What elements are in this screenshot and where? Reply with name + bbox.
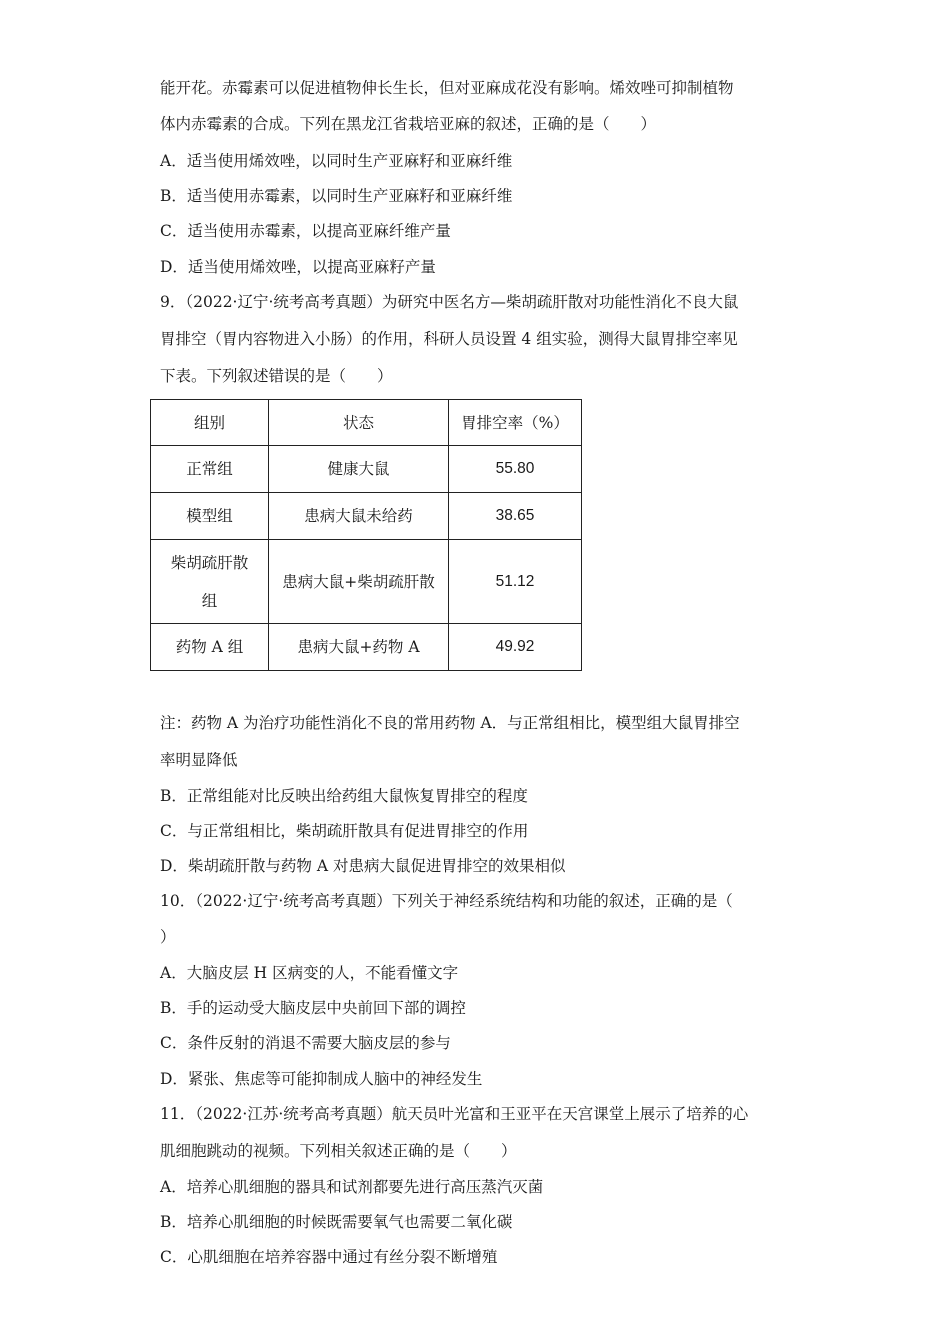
table-note: 注：药物 A 为治疗功能性消化不良的常用药物 A．与正常组相比，模型组大鼠胃排空 bbox=[160, 714, 740, 732]
table-row bbox=[151, 493, 582, 540]
text-line: 下表。下列叙述错误的是（ ） bbox=[160, 367, 393, 385]
cell-group-line: 柴胡疏肝散 bbox=[170, 553, 249, 572]
cell-group-line: 组 bbox=[201, 591, 218, 610]
cell-group: 正常组 bbox=[151, 446, 269, 493]
cell-rate: 49.92 bbox=[449, 624, 582, 671]
cell-rate: 51.12 bbox=[449, 540, 582, 624]
cell-group: 药物 A 组 bbox=[151, 624, 269, 671]
cell-state: 患病大鼠+柴胡疏肝散 bbox=[269, 540, 449, 624]
option-a: A．培养心肌细胞的器具和试剂都要先进行高压蒸汽灭菌 bbox=[160, 1178, 544, 1196]
option-b: B．适当使用赤霉素，以同时生产亚麻籽和亚麻纤维 bbox=[160, 187, 513, 205]
cell-state: 健康大鼠 bbox=[269, 446, 449, 493]
question-10-stem: 10．（2022·辽宁·统考高考真题）下列关于神经系统结构和功能的叙述，正确的是（ bbox=[160, 892, 733, 910]
option-c: C．心肌细胞在培养容器中通过有丝分裂不断增殖 bbox=[160, 1248, 498, 1266]
gastric-emptying-table bbox=[150, 399, 582, 671]
option-d: D．柴胡疏肝散与药物 A 对患病大鼠促进胃排空的效果相似 bbox=[160, 857, 566, 875]
table-row bbox=[151, 446, 582, 493]
text-line: ） bbox=[160, 928, 176, 946]
text-line: 率明显降低 bbox=[160, 751, 238, 769]
option-a: A．适当使用烯效唑，以同时生产亚麻籽和亚麻纤维 bbox=[160, 152, 513, 170]
table-row bbox=[151, 624, 582, 671]
text-line: 胃排空（胃内容物进入小肠）的作用，科研人员设置 4 组实验，测得大鼠胃排空率见 bbox=[160, 330, 738, 348]
question-11-stem: 11．（2022·江苏·统考高考真题）航天员叶光富和王亚平在天宫课堂上展示了培养的心 bbox=[160, 1105, 749, 1123]
option-d: D．紧张、焦虑等可能抑制成人脑中的神经发生 bbox=[160, 1070, 483, 1088]
option-a: A．大脑皮层 H 区病变的人，不能看懂文字 bbox=[160, 964, 459, 982]
cell-group: 模型组 bbox=[151, 493, 269, 540]
option-c: C．与正常组相比，柴胡疏肝散具有促进胃排空的作用 bbox=[160, 822, 529, 840]
option-b: B．手的运动受大脑皮层中央前回下部的调控 bbox=[160, 999, 466, 1017]
text-line: 肌细胞跳动的视频。下列相关叙述正确的是（ ） bbox=[160, 1142, 517, 1160]
option-b: B．培养心肌细胞的时候既需要氧气也需要二氧化碳 bbox=[160, 1213, 513, 1231]
table-header-row bbox=[151, 400, 582, 446]
header-state: 状态 bbox=[269, 400, 449, 446]
question-9-stem: 9．（2022·辽宁·统考高考真题）为研究中医名方—柴胡疏肝散对功能性消化不良大鼠 bbox=[160, 293, 739, 311]
option-c: C．适当使用赤霉素，以提高亚麻纤维产量 bbox=[160, 222, 451, 240]
cell-rate: 55.80 bbox=[449, 446, 582, 493]
cell-state: 患病大鼠未给药 bbox=[269, 493, 449, 540]
header-rate: 胃排空率（%） bbox=[449, 400, 582, 446]
cell-state: 患病大鼠+药物 A bbox=[269, 624, 449, 671]
table-row bbox=[151, 540, 582, 624]
cell-group bbox=[151, 540, 269, 624]
text-line: 能开花。赤霉素可以促进植物伸长生长，但对亚麻成花没有影响。烯效唑可抑制植物 bbox=[160, 79, 734, 97]
header-group: 组别 bbox=[151, 400, 269, 446]
cell-rate: 38.65 bbox=[449, 493, 582, 540]
option-b: B．正常组能对比反映出给药组大鼠恢复胃排空的程度 bbox=[160, 787, 528, 805]
text-line: 体内赤霉素的合成。下列在黑龙江省栽培亚麻的叙述，正确的是（ ） bbox=[160, 115, 657, 133]
option-c: C．条件反射的消退不需要大脑皮层的参与 bbox=[160, 1034, 451, 1052]
option-d: D．适当使用烯效唑，以提高亚麻籽产量 bbox=[160, 258, 436, 276]
